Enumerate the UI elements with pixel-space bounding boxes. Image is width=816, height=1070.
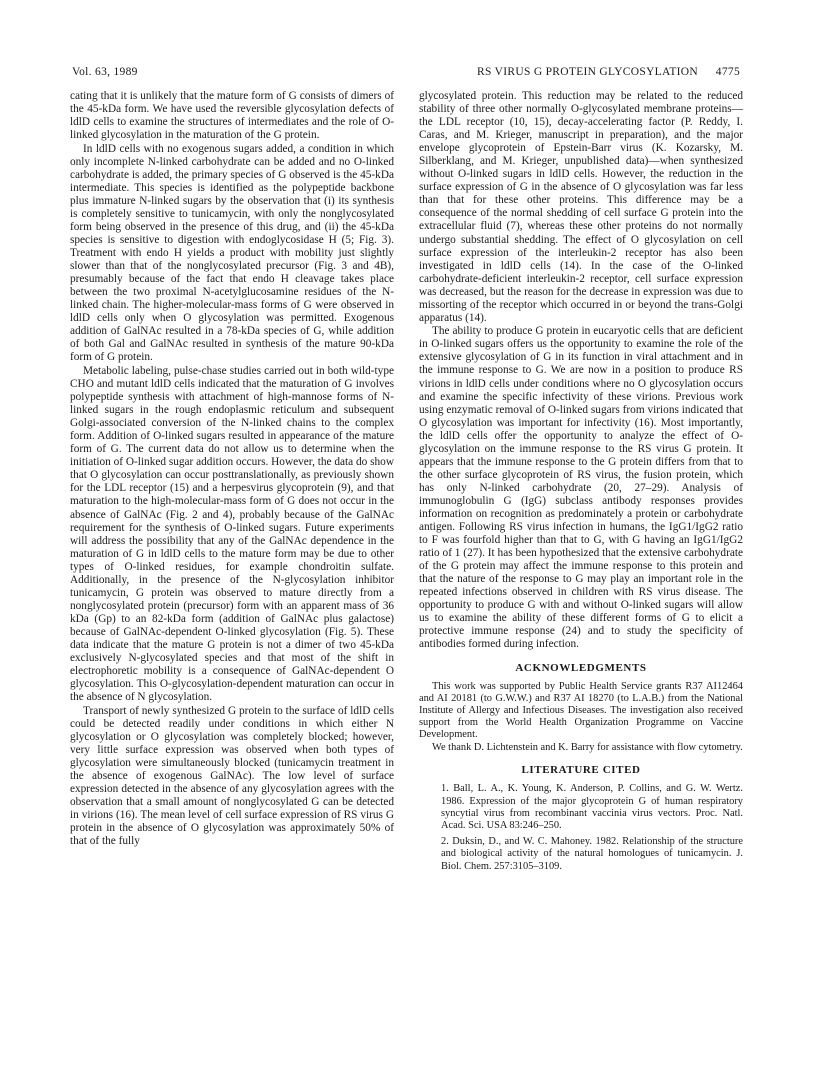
paragraph: In ldlD cells with no exogenous sugars added, a condition in which only incomplete N-linked carbohydrate can be added and no O-linked carbohydrate is added, the primary species of G observed is the 45-kDa intermediate. This species is identified as the polypeptide backbone plus immature N-linked sugars by the observation that (i) its synthesis is completely sensitive to tunicamycin, with only the nonglycosylated form being observed in the presence of this drug, and (ii) the 45-kDa species is sensitive to digestion with endoglycosidase H (5; Fig. 3). Treatment with endo H yields a product with mobility just slightly slower than that of the nonglycosylated precursor (Fig. 3 and 4B), presumably because of the fact that endo H cleavage takes place between the two proximal N-acetylglucosamine residues of the N-linked chain. The higher-molecular-mass forms of G were observed in ldlD cells only when O glycosylation was permitted. Exogenous addition of GalNAc resulted in a 78-kDa species of G, while addition of both Gal and GalNAc resulted in synthesis of the mature 90-kDa form of G protein.: [70, 142, 394, 364]
right-column: [419, 90, 743, 873]
paragraph: Metabolic labeling, pulse-chase studies carried out in both wild-type CHO and mutant ldlD cells indicated that the maturation of G involves polypeptide synthesis with attachment of high-mannose forms of N-linked sugars in the rough endoplasmic reticulum and subsequent Golgi-associated conversion of the N-linked chains to the complex form. Addition of O-linked sugars resulted in appearance of the mature form of G. The current data do not allow us to determine when the initiation of O-linked sugar addition occurs. However, the data do show that O glycosylation can occur posttranslationally, as previously shown for the LDL receptor (15) and a herpesvirus glycoprotein (9), and that maturation to the high-molecular-mass form of G does not occur in the absence of GalNAc (Fig. 2 and 4), probably because of the GalNAc requirement for the synthesis of O-linked sugars. Future experiments will address the possibility that any of the GalNAc dependence in the maturation of G in ldlD cells to the mature form may be due to other types of O-linked residues, for example chondroitin sulfate. Additionally, in the presence of the N-glycosylation inhibitor tunicamycin, G protein was observed to mature directly from a nonglycosylated protein (precursor) form with an apparent mass of 36 kDa (Gp) to an 82-kDa form (addition of GalNAc plus galactose) because of GalNAc-dependent O-linked glycosylation (Fig. 5). These data indicate that the mature G protein is not a dimer of two 45-kDa exclusively N-glycosylated species and that most of the shift in electrophoretic mobility is a consequence of GalNAc-dependent O glycosylation. This O-glycosylation-dependent maturation can occur in the absence of N glycosylation.: [70, 364, 394, 704]
literature-cited-heading: LITERATURE CITED: [521, 764, 641, 777]
reference-item: 2. Duksin, D., and W. C. Mahoney. 1982. Relationship of the structure and biological activity of the natural homologues of tunicamycin. J. Biol. Chem. 257:3105–3109.: [441, 836, 743, 872]
page-number: 4775: [715, 66, 740, 78]
running-title: RS VIRUS G PROTEIN GLYCOSYLATION: [477, 66, 699, 78]
paragraph: cating that it is unlikely that the mature form of G consists of dimers of the 45-kDa form. We have used the reversible glycosylation defects of ldlD cells to examine the structures of intermediates and the role of O-linked glycosylation in the maturation of the G protein.: [70, 90, 394, 142]
left-column: [70, 90, 394, 848]
acknowledgments-heading: ACKNOWLEDGMENTS: [515, 661, 647, 674]
acknowledgment-text: We thank D. Lichtenstein and K. Barry for assistance with flow cytometry.: [432, 742, 743, 754]
page-header: [72, 66, 740, 84]
paragraph: Transport of newly synthesized G protein to the surface of ldlD cells could be detected readily under conditions in which either N glycosylation or O glycosylation was completely blocked; however, very little surface expression was observed when both types of glycosylation were simultaneously blocked (tunicamycin treatment in the absence of exogenous GalNAc). The low level of surface expression detected in the absence of any glycosylation agrees with the observation that a small amount of nonglycosylated G can be detected in virions (16). The mean level of cell surface expression of RS virus G protein in the absence of O glycosylation was approximately 50% of that of the fully: [70, 704, 394, 848]
reference-item: 1. Ball, L. A., K. Young, K. Anderson, P. Collins, and G. W. Wertz. 1986. Expression of the major glycoprotein G of human respiratory syncytial virus from recombinant vaccinia virus vectors. Proc. Natl. Acad. Sci. USA 83:246–250.: [441, 783, 743, 831]
journal-volume: Vol. 63, 1989: [72, 66, 138, 78]
acknowledgment-text: This work was supported by Public Health Service grants R37 AI12464 and AI 20181 (to G.W.W.) and R37 AI 18270 (to L.A.B.) from the National Institute of Allergy and Infectious Diseases. The investigation also received support from the World Health Organization Programme on Vaccine Development.: [419, 680, 743, 741]
paragraph: The ability to produce G protein in eucaryotic cells that are deficient in O-linked sugars offers us the opportunity to examine the role of the extensive glycosylation of G in its function in viral attachment and in the immune response to G. We are now in a position to produce RS virions in ldlD cells under conditions where no O glycosylation occurs and examine the specific infectivity of these virions. Previous work using enzymatic removal of O-linked sugars from virions indicated that O glycosylation was important for infectivity (16). Most importantly, the ldlD cells offer the opportunity to analyze the effect of O-glycosylation on the immune response to the RS virus G protein. It appears that the immune response to the G protein differs from that to the other surface glycoprotein of RS virus, the fusion protein, which has only N-linked carbohydrate (20, 27–29). Analysis of immunoglobulin G (IgG) subclass antibody responses provides information on recognition as predominately a protein or carbohydrate antigen. Following RS virus infection in humans, the IgG1/IgG2 ratio to F was fourfold higher than that to G, with G having an IgG1/IgG2 ratio of 1 (27). It has been hypothesized that the extensive carbohydrate of the G protein may affect the immune response to this protein and that the nature of the response to G may play an important role in the repeated infections observed in children with RS virus disease. The opportunity to produce G with and without O-linked sugars will allow us to examine the ability of these different forms of G to elicit a protective immune response (24) and to study the specificity of antibodies formed during infection.: [419, 325, 743, 651]
paragraph: glycosylated protein. This reduction may be related to the reduced stability of three other normally O-glycosylated membrane proteins—the LDL receptor (10, 15), decay-accelerating factor (P. Reddy, I. Caras, and M. Krieger, manuscript in preparation), and the major envelope glycoprotein of Epstein-Barr virus (K. Kozarsky, M. Silberklang, and M. Krieger, unpublished data)—when synthesized without O-linked sugars in ldlD cells. However, the reduction in the surface expression of G in the absence of O glycosylation was far less than that for these other proteins. This difference may be a consequence of the normal shedding of cell surface G protein into the extracellular fluid (7), whereas these other proteins do not normally undergo substantial shedding. The effect of O glycosylation on cell surface expression of the interleukin-2 receptor has also been investigated in ldlD cells (14). In the case of the O-linked carbohydrate-deficient interleukin-2 receptor, cell surface expression was decreased, but the reason for the decrease in expression was due to missorting of the receptor which occurred in or beyond the trans-Golgi apparatus (14).: [419, 90, 743, 324]
